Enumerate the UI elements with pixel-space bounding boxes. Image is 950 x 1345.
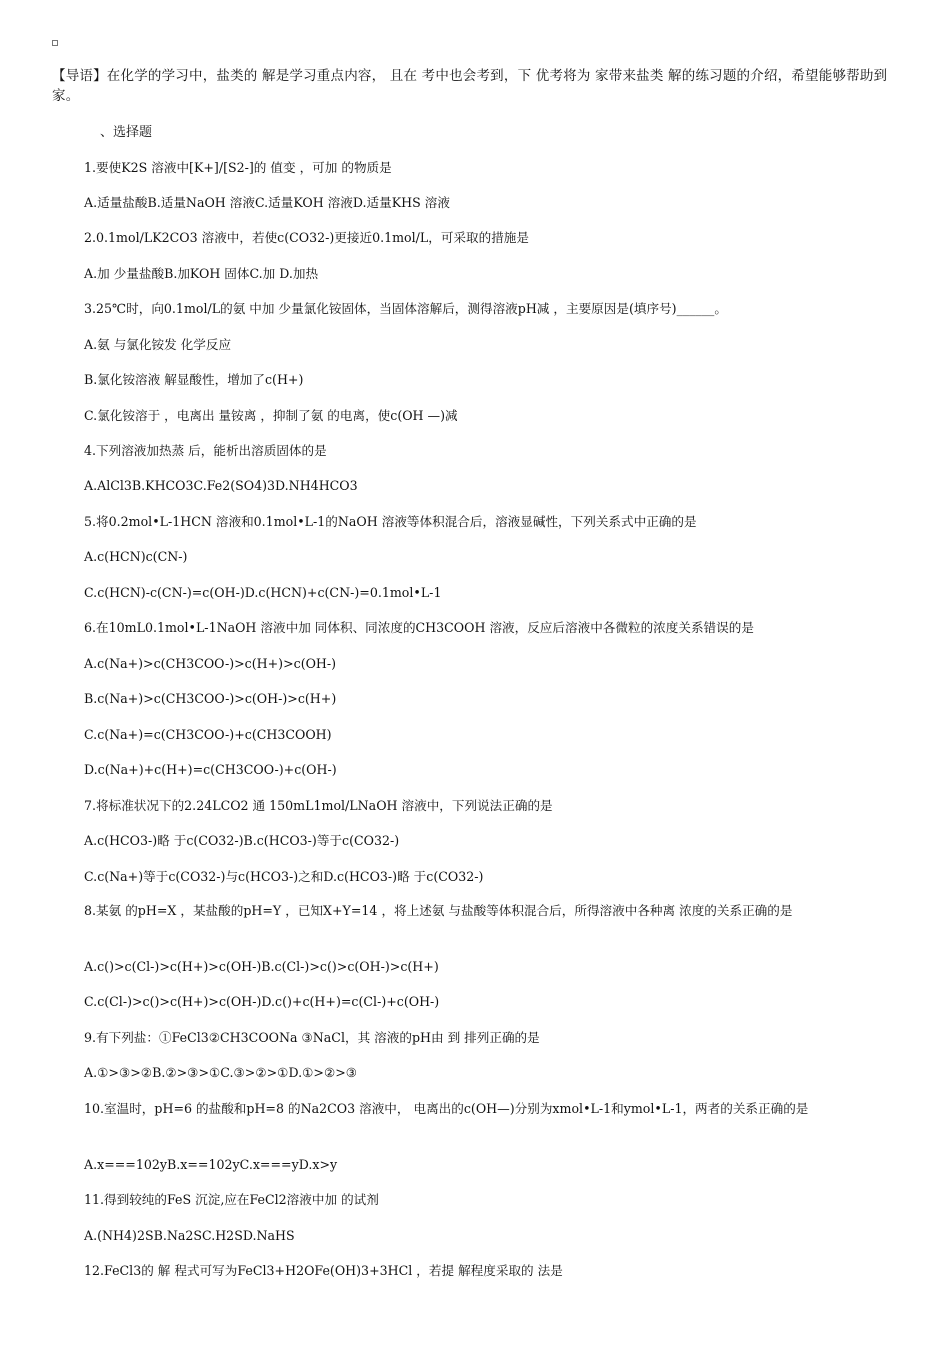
- question-6-option-b: B.c(Na+)>c(CH3COO-)>c(OH-)>c(H+): [84, 691, 337, 706]
- question-4: 4.下列溶液加热蒸 后，能析出溶质固体的是: [84, 443, 327, 458]
- question-6-option-d: D.c(Na+)+c(H+)=c(CH3COO-)+c(OH-): [84, 762, 337, 777]
- question-10-options: A.x===102yB.x==102yC.x===yD.x>y: [84, 1157, 338, 1172]
- question-5-option-c: C.c(HCN)-c(CN-)=c(OH-)D.c(HCN)+c(CN-)=0.1mol•L-1: [84, 585, 442, 600]
- question-5: 5.将0.2mol•L-1HCN 溶液和0.1mol•L-1的NaOH 溶液等体积混合后，溶液显碱性，下列关系式中正确的是: [84, 514, 697, 529]
- question-7-options-cd: C.c(Na+)等于c(CO32-)与c(HCO3-)之和D.c(HCO3-)略 于c(CO32-): [84, 869, 484, 884]
- question-3-option-a: A.氨 与氯化铵发 化学反应: [84, 337, 232, 352]
- question-11: 11.得到较纯的FeS 沉淀,应在FeCl2溶液中加 的试剂: [84, 1192, 379, 1207]
- question-2: 2.0.1mol/LK2CO3 溶液中，若使c(CO32-)更接近0.1mol/L，可采取的措施是: [84, 230, 529, 245]
- question-6: 6.在10mL0.1mol•L-1NaOH 溶液中加 同体积、同浓度的CH3COOH 溶液，反应后溶液中各微粒的浓度关系错误的是: [84, 620, 754, 635]
- question-11-options: A.(NH4)2SB.Na2SC.H2SD.NaHS: [84, 1228, 295, 1243]
- section-title: 、选择题: [100, 125, 153, 140]
- question-8-options-ab: A.c()>c(Cl-)>c(H+)>c(OH-)B.c(Cl-)>c()>c(OH-)>c(H+): [84, 959, 439, 974]
- question-1: 1.要使K2S 溶液中[K+]/[S2-]的 值变 ，可加 的物质是: [84, 160, 392, 175]
- corner-mark-icon: [52, 40, 58, 46]
- question-1-options: A.适量盐酸B.适量NaOH 溶液C.适量KOH 溶液D.适量KHS 溶液: [84, 195, 450, 210]
- question-3: 3.25℃时，向0.1mol/L的氨 中加 少量氯化铵固体，当固体溶解后，测得溶液pH减 ，主要原因是(填序号)______。: [84, 301, 727, 316]
- question-2-options: A.加 少量盐酸B.加KOH 固体C.加 D.加热: [84, 266, 319, 281]
- question-5-option-a: A.c(HCN)c(CN-): [84, 549, 188, 564]
- question-9-options: A.①>③>②B.②>③>①C.③>②>①D.①>②>③: [84, 1065, 358, 1080]
- question-7: 7.将标准状况下的2.24LCO2 通 150mL1mol/LNaOH 溶液中，下列说法正确的是: [84, 798, 553, 813]
- question-6-option-a: A.c(Na+)>c(CH3COO-)>c(H+)>c(OH-): [84, 656, 337, 671]
- question-7-options-ab: A.c(HCO3-)略 于c(CO32-)B.c(HCO3-)等于c(CO32-): [84, 833, 400, 848]
- question-6-option-c: C.c(Na+)=c(CH3COO-)+c(CH3COOH): [84, 727, 332, 742]
- question-3-option-b: B.氯化铵溶液 解显酸性，增加了c(H+): [84, 372, 304, 387]
- question-10: 10.室温时，pH=6 的盐酸和pH=8 的Na2CO3 溶液中， 电离出的c(OH—)分别为xmol•L-1和ymol•L-1，两者的关系正确的是: [84, 1101, 809, 1116]
- question-8: 8.某氨 的pH=X ，某盐酸的pH=Y ，已知X+Y=14 ，将上述氨 与盐酸等体积混合后，所得溶液中各种离 浓度的关系正确的是: [84, 903, 793, 918]
- question-4-options: A.AlCl3B.KHCO3C.Fe2(SO4)3D.NH4HCO3: [84, 478, 358, 493]
- question-3-option-c: C.氯化铵溶于 ，电离出 量铵离 ，抑制了氨 的电离，使c(OH —)减: [84, 408, 458, 423]
- question-8-options-cd: C.c(Cl-)>c()>c(H+)>c(OH-)D.c()+c(H+)=c(Cl-)+c(OH-): [84, 994, 440, 1009]
- question-9: 9.有下列盐：①FeCl3②CH3COONa ③NaCl，其 溶液的pH由 到 排列正确的是: [84, 1030, 540, 1045]
- question-12: 12.FeCl3的 解 程式可写为FeCl3+H2OFe(OH)3+3HCl ，若提 解程度采取的 法是: [84, 1263, 563, 1278]
- intro-paragraph: 【导语】在化学的学习中，盐类的 解是学习重点内容， 且在 考中也会考到，下 优考将为 家带来盐类 解的练习题的介绍，希望能够帮助到 家。: [52, 68, 888, 104]
